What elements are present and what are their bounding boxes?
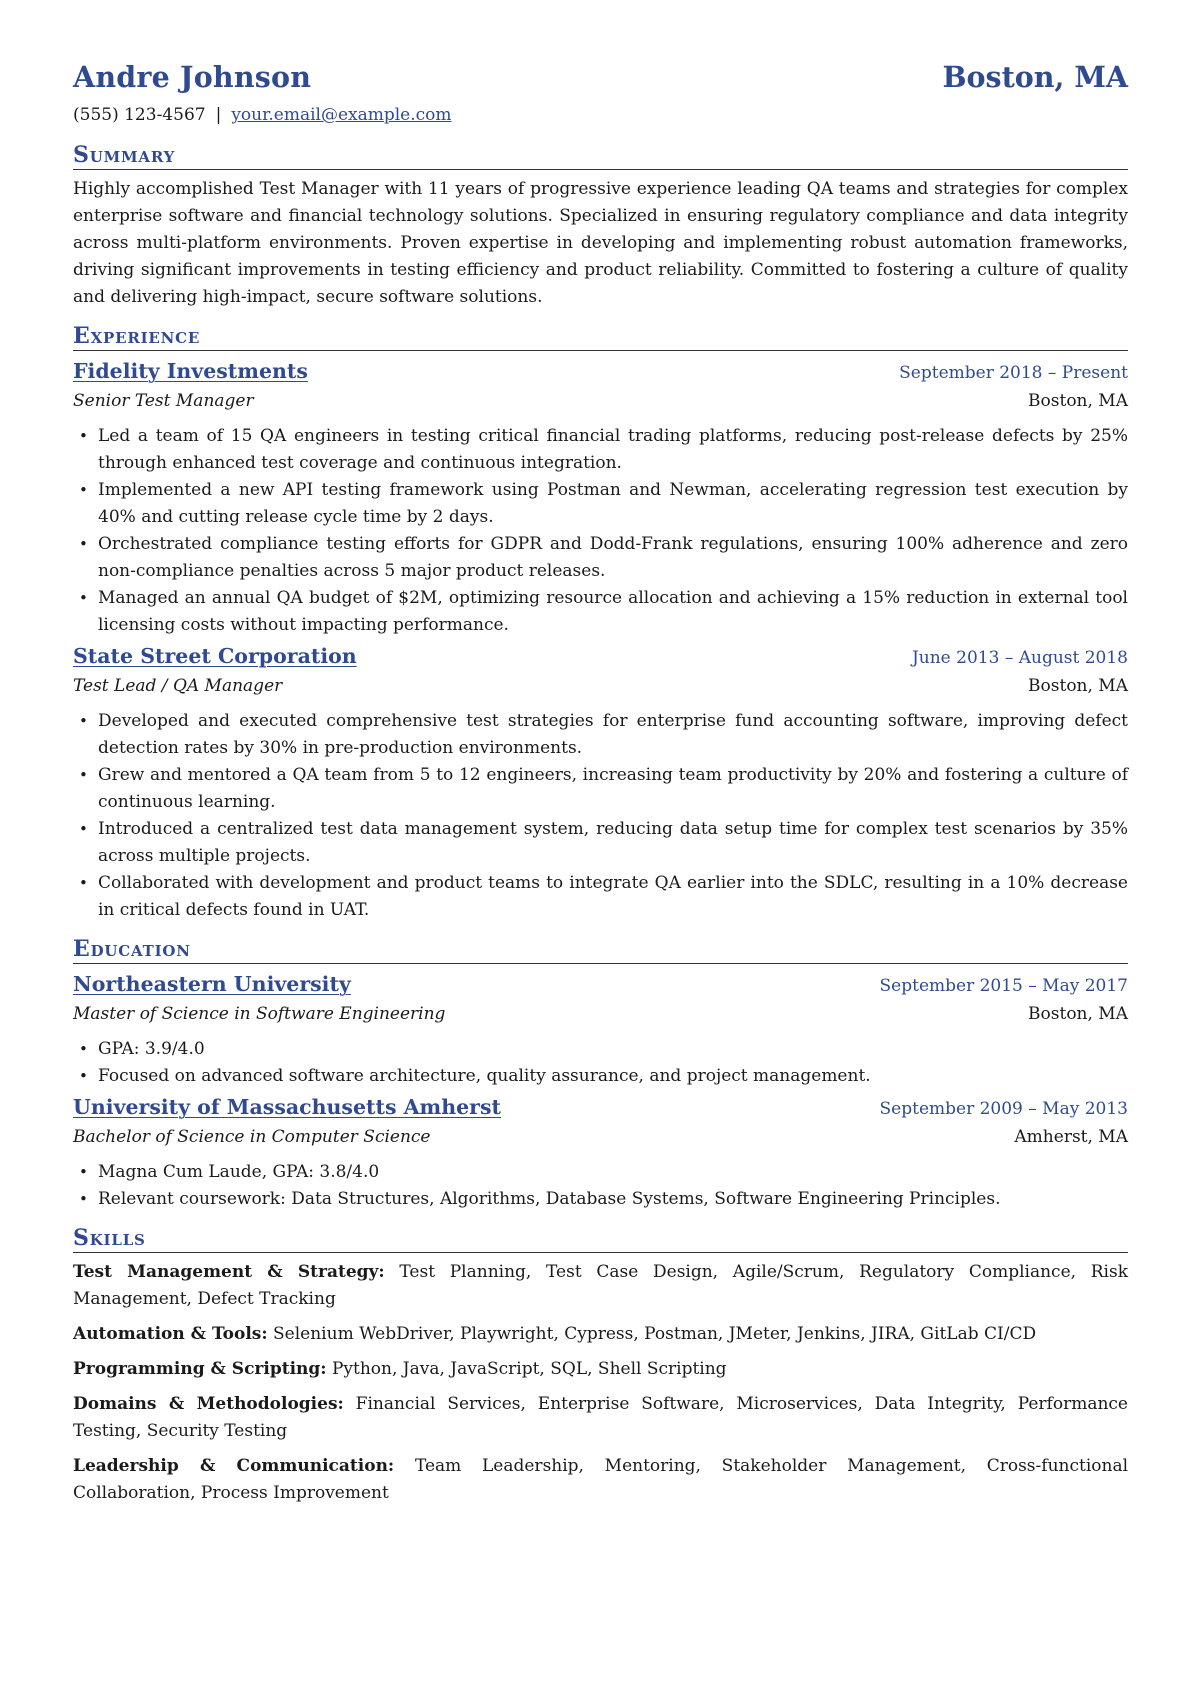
- job-dates: September 2018 – Present: [899, 363, 1128, 383]
- school-location: Boston, MA: [1028, 1004, 1128, 1024]
- section-title-skills: Skills: [73, 1225, 1128, 1253]
- contact-line: [73, 100, 1128, 130]
- degree-title: Bachelor of Science in Computer Science: [73, 1127, 431, 1147]
- candidate-name: Andre Johnson: [73, 60, 312, 94]
- company-link[interactable]: Fidelity Investments: [73, 359, 308, 383]
- job-title: Senior Test Manager: [73, 391, 254, 411]
- school-location: Amherst, MA: [1014, 1127, 1128, 1147]
- bullet-item: • Implemented a new API testing framework using Postman and Newman, accelerating regression test execution by 40% and cutting release cycle time by 2 days.: [73, 477, 1128, 531]
- bullet-item: • Introduced a centralized test data management system, reducing data setup time for complex test scenarios by 35% across multiple projects.: [73, 816, 1128, 870]
- job-entry: [73, 356, 1128, 639]
- education-dates: September 2015 – May 2017: [879, 976, 1128, 996]
- summary-text: Highly accomplished Test Manager with 11 years of progressive experience leading QA teams and strategies for complex enterprise software and financial technology solutions. Specialized in ensuring regulatory compliance and data integrity across multi-platform environments. Proven expertise in developing and implementing robust automation frameworks, driving significant improvements in testing efficiency and product reliability. Committed to fostering a culture of quality and delivering high-impact, secure software solutions.: [73, 179, 1128, 307]
- bullet-item: • Focused on advanced software architecture, quality assurance, and project management.: [73, 1063, 1128, 1090]
- resume-header: [73, 60, 1128, 100]
- bullet-item: • Developed and executed comprehensive test strategies for enterprise fund accounting software, improving defect detection rates by 30% in pre-production environments.: [73, 708, 1128, 762]
- bullet-item: • Relevant coursework: Data Structures, Algorithms, Database Systems, Software Engineering Principles.: [73, 1186, 1128, 1213]
- skill-items: Test Planning, Test Case Design, Agile/Scrum, Regulatory Compliance, Risk Management, Defect Tracking: [73, 1262, 1129, 1309]
- school-link[interactable]: University of Massachusetts Amherst: [73, 1095, 501, 1119]
- education-entry: [73, 1092, 1128, 1213]
- skill-items: Python, Java, JavaScript, SQL, Shell Scripting: [331, 1359, 727, 1379]
- bullet-item: • Collaborated with development and product teams to integrate QA earlier into the SDLC, resulting in a 10% decrease in critical defects found in UAT.: [73, 870, 1128, 924]
- bullet-item: • Grew and mentored a QA team from 5 to 12 engineers, increasing team productivity by 20% and fostering a culture of continuous learning.: [73, 762, 1128, 816]
- school-link[interactable]: Northeastern University: [73, 972, 351, 996]
- education-bullets: [73, 1159, 1128, 1213]
- skill-items: Financial Services, Enterprise Software, Microservices, Data Integrity, Performance Testing, Security Testing: [73, 1394, 1128, 1441]
- email-link[interactable]: your.email@example.com: [231, 105, 452, 125]
- education-dates: September 2009 – May 2013: [879, 1099, 1128, 1119]
- skill-category: Programming & Scripting:: [73, 1359, 327, 1379]
- job-entry: [73, 641, 1128, 924]
- education-bullets: [73, 1036, 1128, 1090]
- job-bullets: [73, 708, 1128, 924]
- company-link[interactable]: State Street Corporation: [73, 644, 357, 668]
- contact-separator: |: [215, 105, 222, 125]
- degree-title: Master of Science in Software Engineering: [73, 1004, 446, 1024]
- job-location: Boston, MA: [1028, 391, 1128, 411]
- skill-items: Team Leadership, Mentoring, Stakeholder Management, Cross-functional Collaboration, Process Improvement: [73, 1456, 1129, 1503]
- education-entry: [73, 969, 1128, 1090]
- skill-category: Automation & Tools:: [73, 1324, 268, 1344]
- job-title: Test Lead / QA Manager: [73, 676, 283, 696]
- bullet-item: • Magna Cum Laude, GPA: 3.8/4.0: [73, 1159, 1128, 1186]
- section-title-summary: Summary: [73, 142, 1128, 170]
- skill-items: Selenium WebDriver, Playwright, Cypress, Postman, JMeter, Jenkins, JIRA, GitLab CI/CD: [273, 1324, 1037, 1344]
- bullet-item: • Led a team of 15 QA engineers in testing critical financial trading platforms, reducing post-release defects by 25% through enhanced test coverage and continuous integration.: [73, 423, 1128, 477]
- skill-group: [73, 1391, 1128, 1445]
- bullet-item: • GPA: 3.9/4.0: [73, 1036, 1128, 1063]
- resume-page: [73, 60, 1128, 1507]
- skills-list: [73, 1259, 1128, 1507]
- bullet-item: • Managed an annual QA budget of $2M, optimizing resource allocation and achieving a 15% reduction in external tool licensing costs without impacting performance.: [73, 585, 1128, 639]
- skill-group: [73, 1259, 1128, 1313]
- job-dates: June 2013 – August 2018: [911, 648, 1128, 668]
- skill-category: Test Management & Strategy:: [73, 1262, 385, 1282]
- bullet-item: • Orchestrated compliance testing efforts for GDPR and Dodd-Frank regulations, ensuring 100% adherence and zero non-compliance penalties across 5 major product releases.: [73, 531, 1128, 585]
- job-bullets: [73, 423, 1128, 639]
- skill-group: [73, 1453, 1128, 1507]
- phone-number: (555) 123-4567: [73, 105, 206, 125]
- skill-category: Domains & Methodologies:: [73, 1394, 344, 1414]
- section-title-education: Education: [73, 936, 1128, 964]
- section-title-experience: Experience: [73, 323, 1128, 351]
- job-location: Boston, MA: [1028, 676, 1128, 696]
- skill-group: [73, 1321, 1128, 1348]
- candidate-location: Boston, MA: [942, 60, 1128, 94]
- skill-group: [73, 1356, 1128, 1383]
- skill-category: Leadership & Communication:: [73, 1456, 395, 1476]
